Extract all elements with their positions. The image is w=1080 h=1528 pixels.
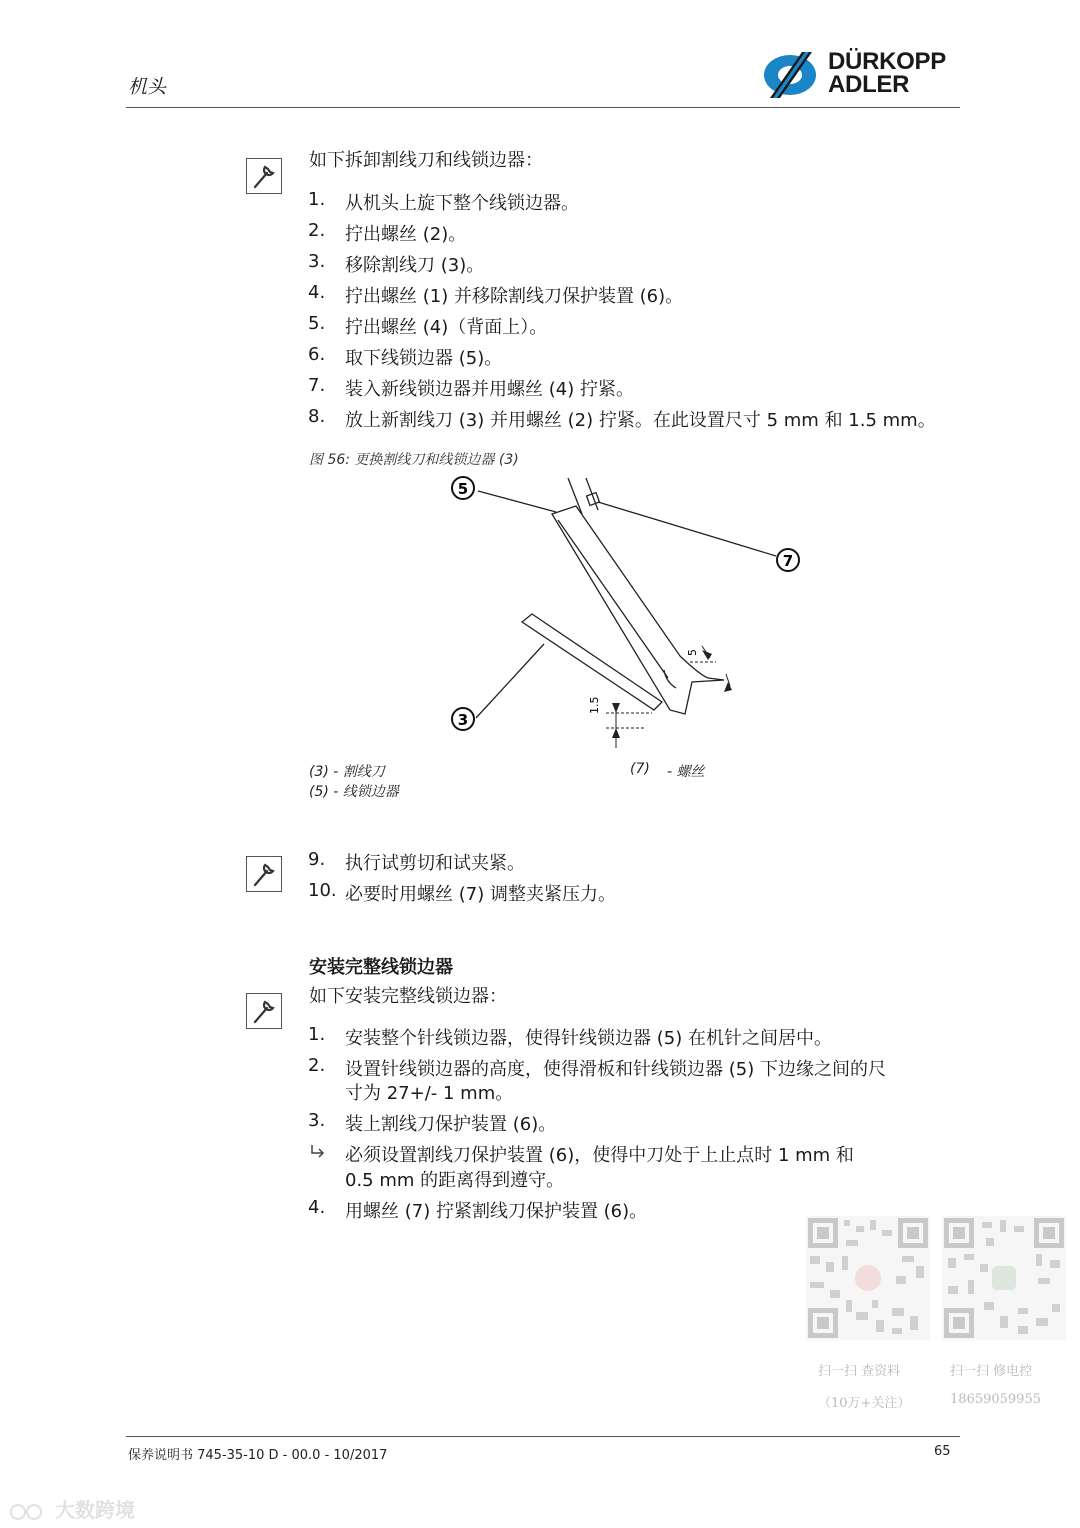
step-number: 5. — [308, 313, 326, 334]
step-number: 2. — [308, 220, 326, 241]
watermark-logo-icon — [8, 1502, 48, 1522]
brand-name: DÜRKOPP ADLER — [828, 48, 946, 98]
qr-right-caption: 扫一扫 修电控 — [950, 1364, 1033, 1379]
callout-5 — [452, 477, 474, 499]
step-number: 10. — [308, 880, 337, 901]
step-number: 9. — [308, 849, 326, 870]
result-text: 必须设置割线刀保护装置 (6)，使得中刀处于上止点时 1 mm 和 — [345, 1145, 854, 1166]
qr-left-caption: 扫一扫 查资料 — [818, 1364, 901, 1379]
step-text: 装入新线锁边器并用螺丝 (4) 拧紧。 — [345, 379, 634, 400]
legend-item-7-text: - 螺丝 — [667, 764, 705, 780]
footer-document-id: 保养说明书 745-35-10 D - 00.0 - 10/2017 — [128, 1448, 388, 1463]
legend-item-7-number: (7) — [630, 761, 650, 777]
step-text: 拧出螺丝 (4)（背面上）。 — [345, 317, 548, 338]
step-number: 3. — [308, 251, 326, 272]
block1-intro: 如下拆卸割线刀和线锁边器： — [309, 150, 543, 171]
dimension-5: 5 — [686, 649, 699, 656]
result-text-continued: 0.5 mm 的距离得到遵守。 — [345, 1170, 565, 1191]
callout-7 — [777, 549, 799, 571]
header-rule — [126, 107, 960, 108]
technical-drawing — [440, 470, 810, 760]
footer-rule — [126, 1436, 960, 1437]
step-number: 1. — [308, 189, 326, 210]
brand-logo-icon — [762, 50, 826, 100]
step-text: 执行试剪切和试夹紧。 — [345, 853, 525, 874]
block3-intro: 如下安装完整线锁边器： — [309, 986, 507, 1007]
step-number: 8. — [308, 406, 326, 427]
step-number: 4. — [308, 1197, 326, 1218]
figure-caption: 图 56: 更换割线刀和线锁边器 (3) — [309, 452, 519, 468]
step-number: 3. — [308, 1110, 326, 1131]
legend-item-5: (5) - 线锁边器 — [309, 784, 399, 800]
section-title: 机头 — [128, 76, 167, 98]
step-number: 2. — [308, 1055, 326, 1076]
step-text: 从机头上旋下整个线锁边器。 — [345, 193, 579, 214]
legend-item-3: (3) - 割线刀 — [309, 764, 385, 780]
step-text: 设置针线锁边器的高度，使得滑板和针线锁边器 (5) 下边缘之间的尺 — [345, 1059, 886, 1080]
qr-code-right — [942, 1216, 1066, 1340]
step-text-continued: 寸为 27+/- 1 mm。 — [345, 1083, 514, 1104]
step-number: 4. — [308, 282, 326, 303]
qr-left-subcaption: （10万+关注） — [818, 1396, 911, 1411]
page-number: 65 — [934, 1444, 951, 1459]
step-text: 必要时用螺丝 (7) 调整夹紧压力。 — [345, 884, 616, 905]
qr-right-subcaption: 18659059955 — [950, 1392, 1041, 1407]
wrench-icon — [246, 856, 282, 892]
step-text: 拧出螺丝 (2)。 — [345, 224, 467, 245]
dimension-1-5: 1.5 — [588, 696, 601, 714]
wrench-icon — [246, 993, 282, 1029]
callout-3 — [452, 708, 474, 730]
step-number: 7. — [308, 375, 326, 396]
step-text: 放上新割线刀 (3) 并用螺丝 (2) 拧紧。在此设置尺寸 5 mm 和 1.5 mm。 — [345, 410, 936, 431]
step-number: 6. — [308, 344, 326, 365]
step-number: 1. — [308, 1024, 326, 1045]
step-text: 安装整个针线锁边器，使得针线锁边器 (5) 在机针之间居中。 — [345, 1028, 832, 1049]
section-heading: 安装完整线锁边器 — [309, 957, 453, 978]
svg-text:5: 5 — [457, 480, 469, 498]
svg-text:7: 7 — [782, 552, 794, 570]
step-text: 取下线锁边器 (5)。 — [345, 348, 503, 369]
step-text: 移除割线刀 (3)。 — [345, 255, 485, 276]
qr-code-left — [806, 1216, 930, 1340]
step-text: 拧出螺丝 (1) 并移除割线刀保护装置 (6)。 — [345, 286, 684, 307]
step-text: 装上割线刀保护装置 (6)。 — [345, 1114, 557, 1135]
wrench-icon — [246, 158, 282, 194]
step-text: 用螺丝 (7) 拧紧割线刀保护装置 (6)。 — [345, 1201, 648, 1222]
watermark: 大数跨境 — [8, 1494, 135, 1523]
svg-text:3: 3 — [457, 711, 469, 729]
result-arrow-icon — [308, 1142, 328, 1162]
